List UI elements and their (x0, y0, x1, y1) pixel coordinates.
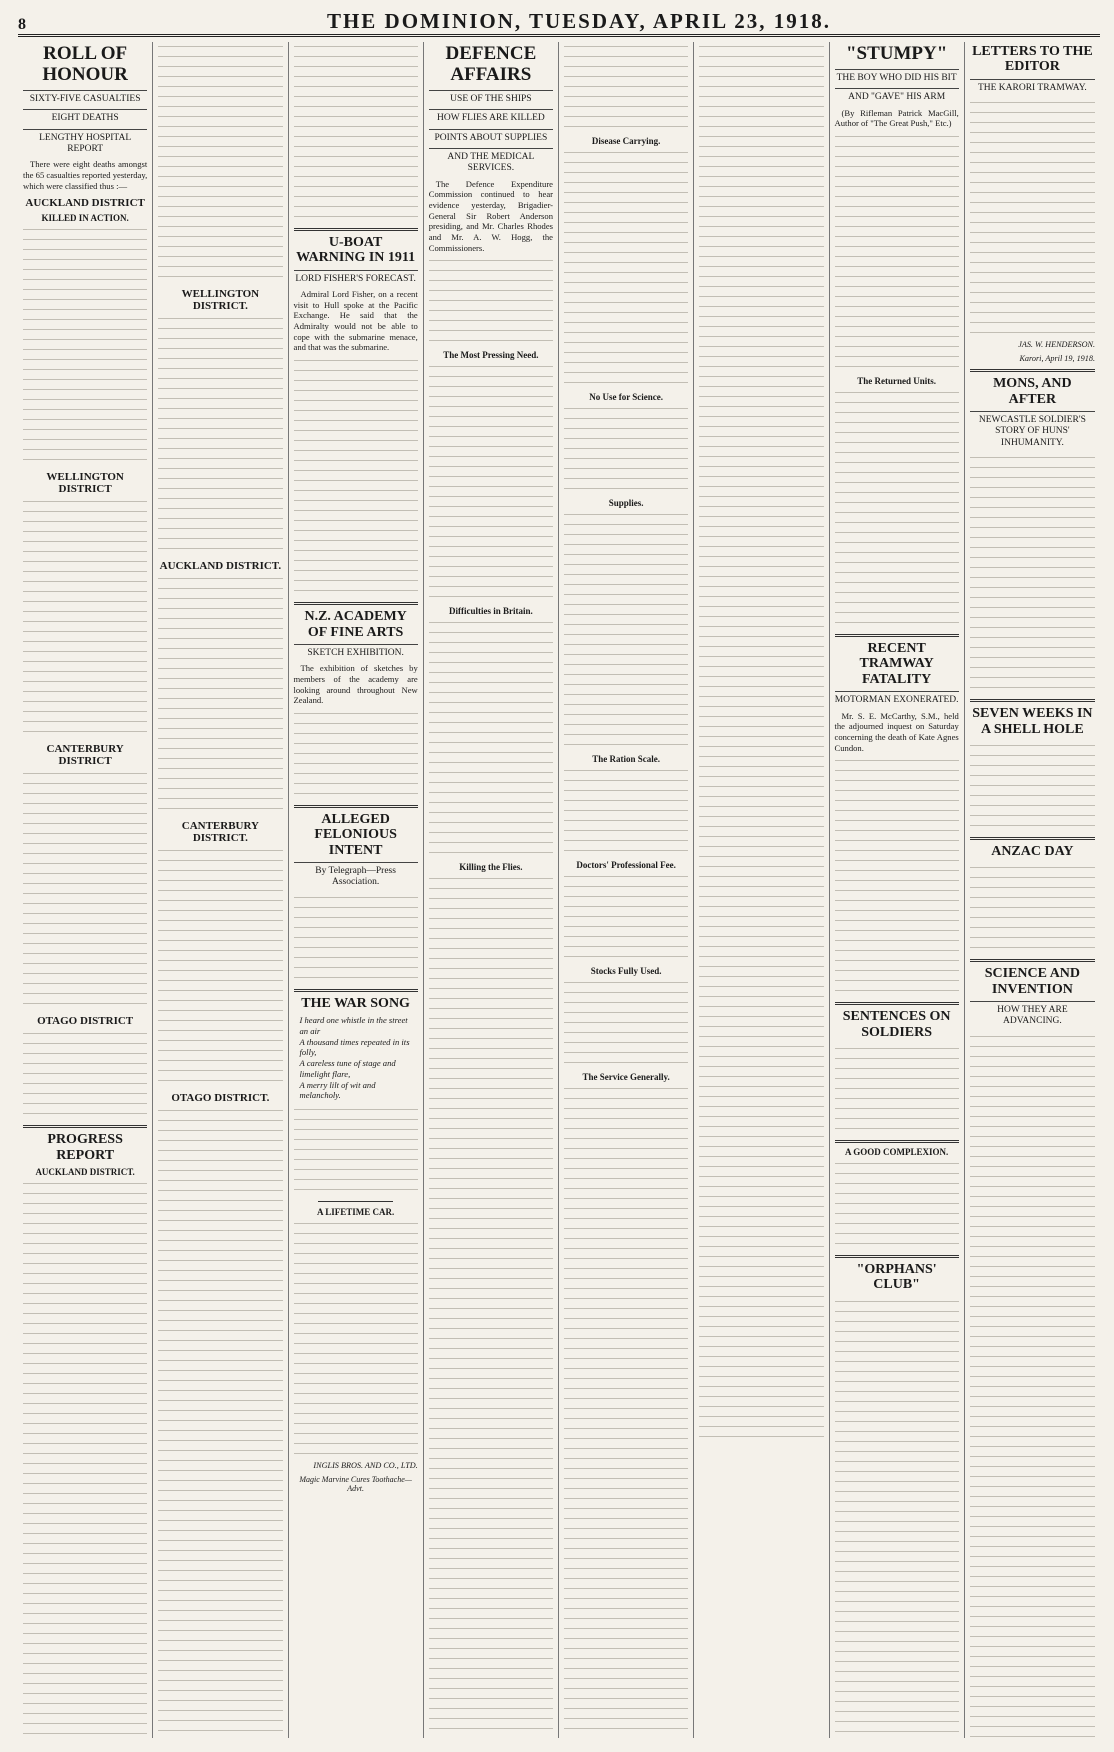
text-block (294, 42, 418, 132)
section-heading: The Ration Scale. (592, 754, 660, 764)
defence-section-heading: Difficulties in Britain. (449, 606, 533, 617)
roll-subtitle-2: EIGHT DEATHS (23, 109, 147, 124)
poem-line: A careless tune of stage and limelight flare, (299, 1058, 396, 1079)
casualty-text-block (23, 769, 147, 1009)
text-block (699, 42, 823, 1442)
casualty-text-block (23, 1029, 147, 1119)
warsong-poem (300, 1015, 418, 1101)
science-subtitle: HOW THEY ARE ADVANCING. (970, 1001, 1095, 1028)
text-block (564, 404, 688, 494)
list-heading-wellington: WELLINGTON DISTRICT. (181, 288, 260, 312)
defence-subtitle-4: AND THE MEDICAL SERVICES. (429, 148, 553, 175)
progress-text-block (23, 1179, 147, 1738)
tramway-title: RECENT TRAMWAY FATALITY (859, 640, 934, 687)
mons-subtitle: NEWCASTLE SOLDIER'S STORY OF HUNS' INHUMANITY. (970, 411, 1095, 449)
section-heading: The Service Generally. (582, 1072, 670, 1082)
warsong-title: THE WAR SONG (301, 995, 410, 1011)
divider (835, 634, 959, 637)
orphans-text-block (835, 1297, 959, 1738)
seven-weeks-title: SEVEN WEEKS IN A SHELL HOLE (972, 706, 1093, 737)
columns (18, 42, 1100, 1738)
anzac-title: ANZAC DAY (991, 843, 1074, 859)
science-text-block (970, 1032, 1095, 1738)
academy-subtitle: SKETCH EXHIBITION. (294, 644, 418, 659)
roll-subtitle-1: SIXTY-FIVE CASUALTIES (23, 90, 147, 105)
sentences-title: SENTENCES ON SOLDIERS (842, 1009, 951, 1040)
defence-subtitle-3: POINTS ABOUT SUPPLIES (429, 129, 553, 144)
academy-text-block (294, 709, 418, 799)
text-block (564, 148, 688, 388)
column-3 (289, 42, 424, 1738)
divider (318, 1201, 393, 1202)
stumpy-text-block (835, 388, 959, 628)
stumpy-section: The Returned Units. (857, 375, 936, 386)
paper-title: THE DOMINION, TUESDAY, APRIL 23, 1918. (326, 9, 832, 33)
defence-text-block (429, 362, 553, 602)
roll-of-honour-title: ROLL OF HONOUR (42, 43, 128, 85)
poem-text-block (294, 1105, 418, 1195)
poem-line: I heard one whistle in the street an air (299, 1015, 408, 1036)
letters-subtitle: THE KARORI TRAMWAY. (970, 79, 1095, 94)
mons-title: MONS, AND AFTER (993, 376, 1072, 407)
section-heading: Disease Carrying. (591, 136, 661, 146)
felonious-title: ALLEGED FELONIOUS INTENT (314, 811, 397, 858)
uboat-title: U-BOAT WARNING IN 1911 (296, 235, 416, 266)
stumpy-subtitle-2: AND "GAVE" HIS ARM (835, 88, 959, 103)
stumpy-byline: (By Rifleman Patrick MacGill, Author of "The Great Push," Etc.) (834, 107, 959, 129)
casualty-list-block (158, 574, 282, 814)
academy-lead: The exhibition of sketches by members of the academy are looking around throughout New Zealand. (293, 663, 418, 706)
sentences-text-block (835, 1044, 959, 1134)
text-block (564, 510, 688, 750)
divider (970, 699, 1095, 702)
district-otago: OTAGO DISTRICT (37, 1015, 134, 1028)
column-5 (559, 42, 694, 1738)
casualty-text-block (23, 225, 147, 465)
divider (294, 228, 418, 231)
stumpy-text-block (835, 132, 959, 372)
text-block (564, 1084, 688, 1738)
stumpy-title: "STUMPY" (845, 43, 948, 64)
seven-weeks-text-block (970, 741, 1095, 831)
roll-intro: There were eight deaths amongst the 65 casualties reported yesterday, which were classified thus :— (23, 159, 148, 191)
page-number: 8 (18, 16, 26, 33)
divider (835, 1002, 959, 1005)
defence-text-block (429, 256, 553, 346)
defence-section-heading: Killing the Flies. (459, 862, 523, 873)
district-wellington: WELLINGTON DISTRICT (46, 471, 124, 496)
divider (835, 1255, 959, 1258)
letters-title: LETTERS TO THE EDITOR (972, 44, 1093, 75)
killed-heading: KILLED IN ACTION. (41, 213, 129, 224)
text-block (564, 978, 688, 1068)
section-heading: Supplies. (608, 498, 644, 508)
district-canterbury: CANTERBURY DISTRICT (46, 743, 124, 768)
mons-text-block (970, 453, 1095, 693)
divider (294, 602, 418, 605)
column-7 (830, 42, 965, 1738)
poem-line: A thousand times repeated in its folly, (299, 1036, 410, 1058)
lifetime-title: A LIFETIME CAR. (316, 1207, 395, 1218)
progress-district: AUCKLAND DISTRICT. (35, 1167, 135, 1178)
tramway-text-block (835, 756, 959, 996)
text-block (564, 42, 688, 132)
text-block (564, 766, 688, 856)
list-heading-auckland: AUCKLAND DISTRICT. (159, 560, 282, 572)
tramway-lead: Mr. S. E. McCarthy, S.M., held the adjourned inquest on Saturday concerning the death of Kate Agnes Cundon. (834, 710, 959, 753)
column-1 (18, 42, 153, 1738)
divider (970, 959, 1095, 962)
casualty-list-block (158, 1106, 282, 1738)
divider (970, 369, 1095, 372)
masthead (18, 4, 1100, 37)
defence-subtitle-2: HOW FLIES ARE KILLED (429, 109, 553, 124)
letter-signature: JAS. W. HENDERSON. (1018, 340, 1095, 350)
tramway-subtitle: MOTORMAN EXONERATED. (835, 691, 959, 706)
district-auckland: AUCKLAND DISTRICT (25, 197, 145, 210)
defence-text-block (429, 618, 553, 858)
casualty-list-block (158, 846, 282, 1086)
advert-signature: INGLIS BROS. AND CO., LTD. (313, 1461, 418, 1471)
stumpy-subtitle-1: THE BOY WHO DID HIS BIT (835, 69, 959, 84)
defence-subtitle-1: USE OF THE SHIPS (429, 90, 553, 105)
felonious-subtitle: By Telegraph—Press Association. (294, 862, 418, 889)
column-8 (965, 42, 1100, 1738)
text-block (564, 872, 688, 962)
divider (294, 805, 418, 808)
science-title: SCIENCE AND INVENTION (984, 966, 1081, 997)
felonious-text-block (294, 893, 418, 983)
advert-footer: Magic Marvine Cures Toothache—Advt. (299, 1475, 412, 1494)
defence-lead: The Defence Expenditure Commission continued to hear evidence yesterday, Brigadier-General Sir Robert Anderson presiding, and Mr. Charles Rhodes and Mr. A. W. Hogg, the Commissioners. (428, 178, 553, 253)
list-heading-otago: OTAGO DISTRICT. (171, 1092, 270, 1104)
roll-subtitle-3: LENGTHY HOSPITAL REPORT (23, 129, 147, 156)
divider (835, 1140, 959, 1143)
column-4 (424, 42, 559, 1738)
text-block (294, 132, 418, 222)
uboat-lead: Admiral Lord Fisher, on a recent visit to Hull spoke at the Pacific Exchange. He said that the Admiralty would not be able to cope with the submarine menace, and that was the submarine. (293, 289, 418, 353)
uboat-subtitle: LORD FISHER'S FORECAST. (294, 270, 418, 285)
casualty-text-block (23, 497, 147, 737)
defence-title: DEFENCE AFFAIRS (445, 43, 537, 85)
letter-text-block (970, 98, 1095, 338)
divider (294, 989, 418, 992)
poem-line: A merry lilt of wit and melancholy. (299, 1079, 376, 1101)
column-2 (153, 42, 288, 1738)
anzac-text-block (970, 863, 1095, 953)
defence-text-block (429, 874, 553, 1738)
casualty-list-block (158, 42, 282, 282)
list-heading-canterbury: CANTERBURY DISTRICT. (181, 820, 259, 844)
academy-title: N.Z. ACADEMY OF FINE ARTS (304, 609, 407, 640)
section-heading: Doctors' Professional Fee. (576, 860, 676, 870)
orphans-club-title: "ORPHANS' CLUB" (856, 1261, 937, 1293)
casualty-list-block (158, 314, 282, 554)
lifetime-text-block (294, 1219, 418, 1459)
progress-report-title: PROGRESS REPORT (47, 1132, 123, 1163)
section-heading: Stocks Fully Used. (590, 966, 662, 976)
divider (23, 1125, 147, 1128)
complexion-text-block (835, 1159, 959, 1249)
section-heading: No Use for Science. (589, 392, 664, 402)
divider (970, 837, 1095, 840)
column-6 (694, 42, 829, 1738)
uboat-text-block (294, 356, 418, 596)
complexion-title: A GOOD COMPLEXION. (844, 1146, 949, 1157)
letter-place: Karori, April 19, 1918. (1019, 354, 1095, 364)
defence-section-heading: The Most Pressing Need. (443, 350, 539, 361)
